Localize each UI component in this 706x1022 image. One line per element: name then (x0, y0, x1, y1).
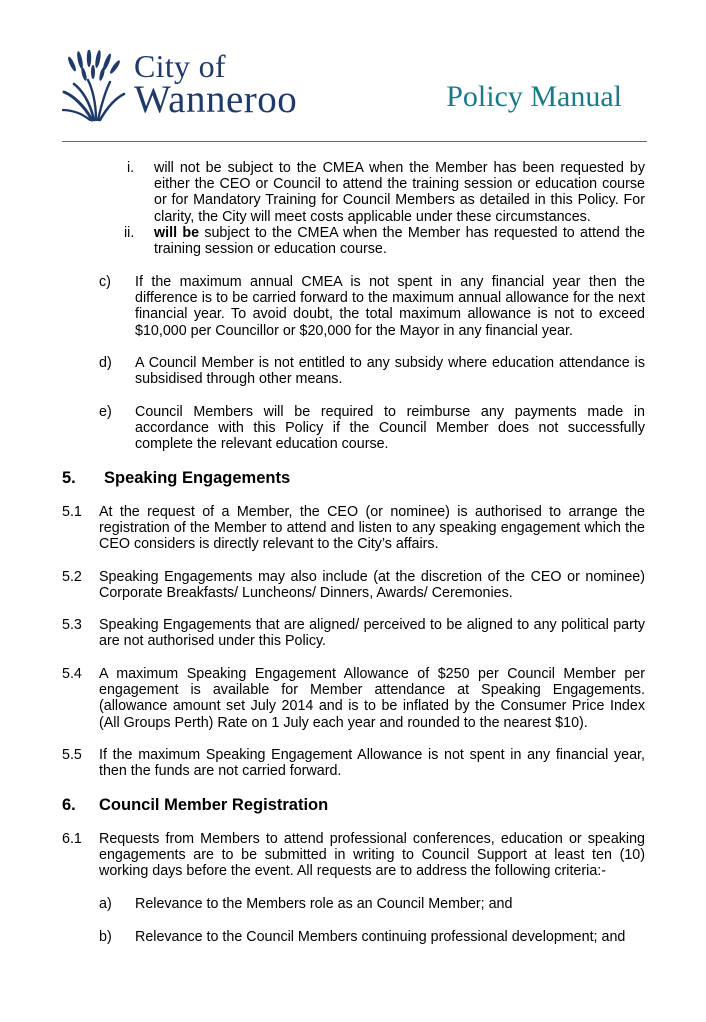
section-6-heading: Council Member Registration (99, 796, 329, 814)
clause-text: A maximum Speaking Engagement Allowance of $250 per Council Member per engagement is available for Member attendance at Speaking Engagements. (allowance amount set July 2014 and is to be inflated by the Consumer Price Index (All Groups Perth) Rate on 1 July each year and rounded to the nearest $10). (99, 666, 645, 731)
clause-text: Requests from Members to attend professional conferences, education or speaking engagements are to be submitted in writing to Council Support at least ten (10) working days before the event. All requests are to address the following criteria:- (99, 831, 645, 880)
criteria-text: Relevance to the Members role as an Council Member; and (135, 896, 513, 912)
item-text: A Council Member is not entitled to any subsidy where education attendance is subsidised through other means. (135, 355, 645, 388)
policy-manual-title: Policy Manual (446, 80, 622, 113)
item-text: Council Members will be required to reimburse any payments made in accordance with this Policy if the Council Member does not successfully complete the relevant education course. (135, 404, 645, 453)
sub-item-text-rest: subject to the CMEA when the Member has requested to attend the training session or education course. (154, 225, 645, 258)
item-label: e) (99, 404, 112, 420)
clause-number: 5.4 (62, 666, 82, 682)
clause-text: Speaking Engagements may also include (at the discretion of the CEO or nominee) Corporate Breakfasts/ Luncheons/ Dinners, Awards/ Ceremonies. (99, 569, 645, 602)
logo-city-of-text: City of (134, 48, 226, 84)
clause-number: 5.2 (62, 569, 82, 585)
header-divider (62, 141, 647, 142)
criteria-text: Relevance to the Council Members continuing professional development; and (135, 929, 626, 945)
clause-text: If the maximum Speaking Engagement Allowance is not spent in any financial year, then the funds are not carried forward. (99, 747, 645, 780)
clause-number: 5.5 (62, 747, 82, 763)
section-5-heading: Speaking Engagements (104, 469, 291, 487)
sub-item-label: i. (127, 160, 135, 176)
clause-number: 5.3 (62, 617, 82, 633)
clause-text: At the request of a Member, the CEO (or nominee) is authorised to arrange the registration of the Member to attend and listen to any speaking engagement which the CEO considers is directly relevant to the City’s affairs. (99, 504, 645, 553)
logo-wanneroo-text: Wanneroo (134, 78, 298, 121)
clause-number: 5.1 (62, 504, 82, 520)
city-of-wanneroo-logo (62, 50, 322, 122)
section-6-number: 6. (62, 796, 76, 814)
clause-number: 6.1 (62, 831, 82, 847)
criteria-label: a) (99, 896, 112, 912)
section-5-number: 5. (62, 469, 76, 487)
item-text: If the maximum annual CMEA is not spent in any financial year then the difference is to be carried forward to the maximum annual allowance for the next financial year. To avoid doubt, the total maximum allowance is not to exceed $10,000 per Councillor or $20,000 for the Mayor in any financial year. (135, 274, 645, 339)
clause-text: Speaking Engagements that are aligned/ perceived to be aligned to any political party are not authorised under this Policy. (99, 617, 645, 650)
sub-item-text: will not be subject to the CMEA when the Member has been requested by either the CEO or Council to attend the training session or education course or for Mandatory Training for Council Members as detailed in this Policy. For clarity, the City will meet costs applicable under these circumstances. (154, 160, 645, 225)
criteria-label: b) (99, 929, 112, 945)
item-label: c) (99, 274, 111, 290)
sub-item-text (154, 225, 645, 257)
sub-item-label: ii. (124, 225, 135, 241)
grass-tree-logo-icon (62, 50, 132, 122)
item-label: d) (99, 355, 112, 371)
bold-emphasis: will be (154, 225, 200, 241)
